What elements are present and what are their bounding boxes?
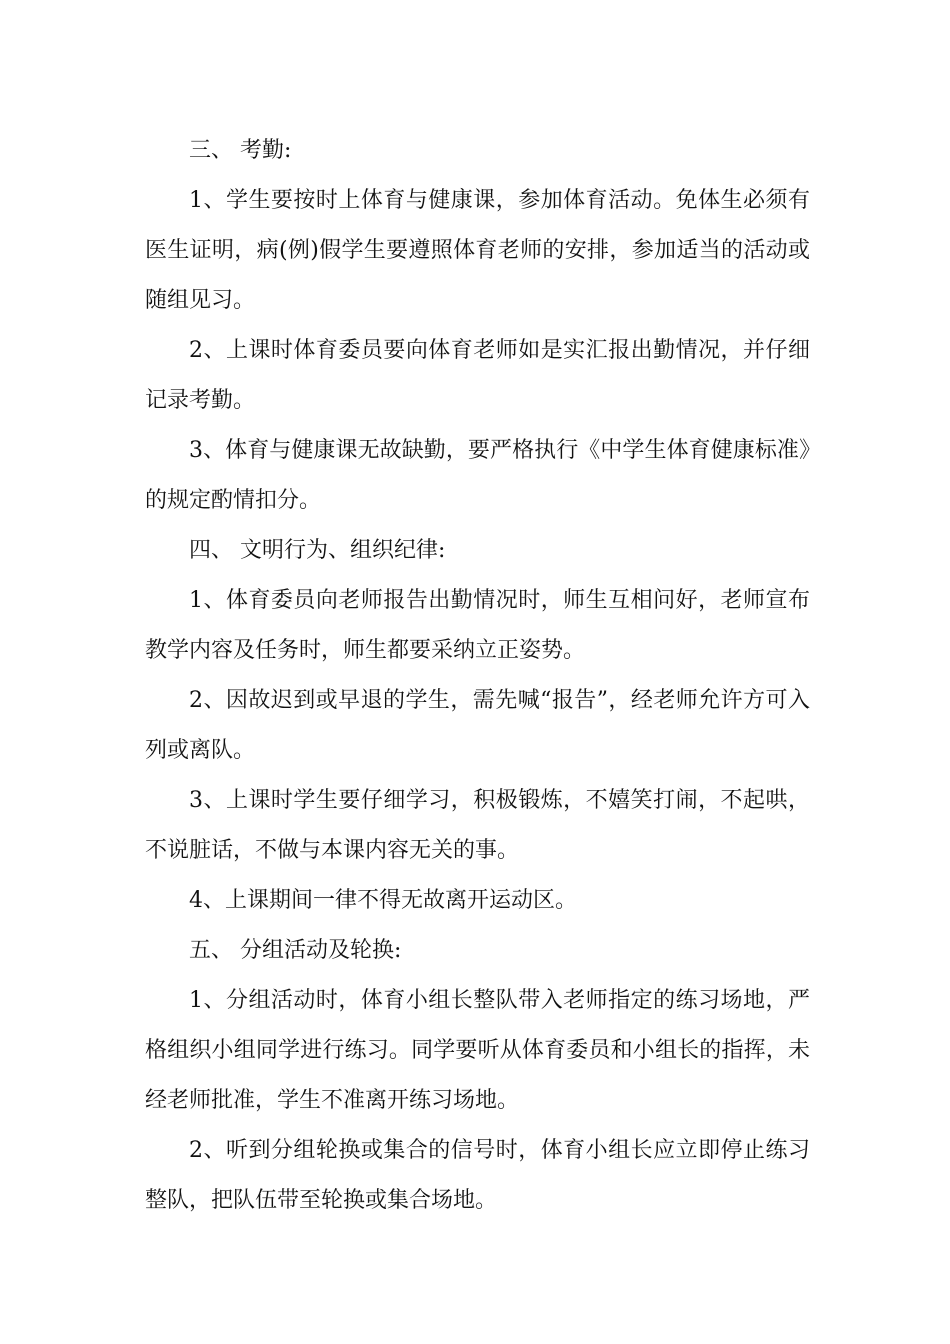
document-body: [145, 126, 810, 1226]
section-heading-discipline: 四、 文明行为、组织纪律:: [189, 538, 446, 563]
paragraph: 2、听到分组轮换或集合的信号时，体育小组长应立即停止练习整队，把队伍带至轮换或集合场地。: [145, 1138, 810, 1213]
section-heading-attendance: 三、 考勤:: [189, 138, 292, 163]
paragraph: 1、体育委员向老师报告出勤情况时，师生互相问好，老师宣布教学内容及任务时，师生都要采纳立正姿势。: [145, 588, 810, 663]
paragraph: 3、上课时学生要仔细学习，积极锻炼，不嬉笑打闹，不起哄，不说脏话，不做与本课内容无关的事。: [145, 788, 810, 863]
paragraph: 1、分组活动时，体育小组长整队带入老师指定的练习场地，严格组织小组同学进行练习。同学要听从体育委员和小组长的指挥，未经老师批准，学生不准离开练习场地。: [145, 988, 810, 1113]
paragraph: 1、学生要按时上体育与健康课，参加体育活动。免体生必须有医生证明，病(例)假学生要遵照体育老师的安排，参加适当的活动或随组见习。: [145, 188, 810, 313]
paragraph: 2、上课时体育委员要向体育老师如是实汇报出勤情况，并仔细记录考勤。: [145, 338, 810, 413]
section-heading-group-activity: 五、 分组活动及轮换:: [189, 938, 402, 963]
paragraph: 4、上课期间一律不得无故离开运动区。: [189, 888, 577, 913]
paragraph: 3、体育与健康课无故缺勤，要严格执行《中学生体育健康标准》的规定酌情扣分。: [145, 438, 810, 513]
paragraph: 2、因故迟到或早退的学生，需先喊“报告”，经老师允许方可入列或离队。: [145, 688, 810, 763]
